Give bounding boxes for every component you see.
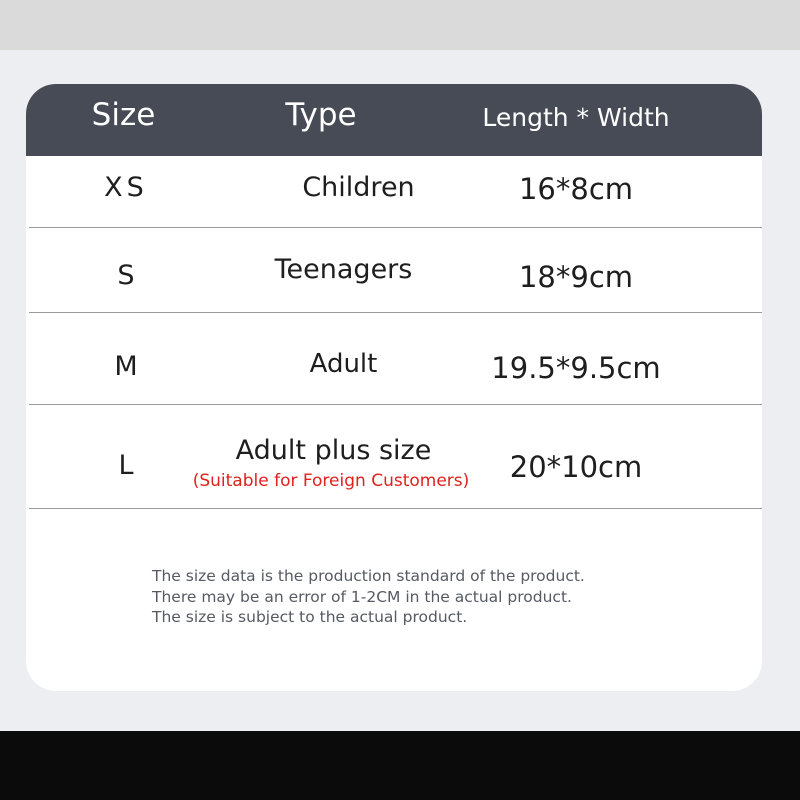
row-note: (Suitable for Foreign Customers) bbox=[192, 471, 470, 491]
table-row bbox=[26, 228, 762, 313]
header-type: Type bbox=[285, 97, 357, 133]
row-size: S bbox=[117, 260, 135, 291]
top-band bbox=[0, 0, 800, 50]
row-type: Adult bbox=[309, 349, 378, 379]
table-row bbox=[26, 313, 762, 405]
header-dimensions: Length * Width bbox=[482, 103, 670, 132]
row-size: L bbox=[118, 450, 134, 481]
row-dimensions: 18*9cm bbox=[518, 260, 634, 294]
note-line: The size data is the production standard of the product. bbox=[152, 567, 585, 585]
table-row bbox=[26, 156, 762, 228]
bottom-band bbox=[0, 731, 800, 800]
row-type: Adult plus size bbox=[235, 435, 432, 466]
row-size: XS bbox=[104, 172, 148, 203]
row-divider bbox=[29, 508, 762, 509]
note-line: There may be an error of 1-2CM in the actual product. bbox=[152, 587, 572, 606]
header-size: Size bbox=[91, 97, 156, 133]
row-dimensions: 20*10cm bbox=[509, 450, 643, 484]
row-dimensions: 19.5*9.5cm bbox=[491, 351, 661, 385]
size-chart-card bbox=[26, 84, 762, 691]
row-dimensions: 16*8cm bbox=[518, 172, 634, 206]
size-notes bbox=[152, 566, 712, 628]
row-type: Children bbox=[302, 172, 415, 203]
row-type: Teenagers bbox=[274, 254, 413, 285]
table-header bbox=[26, 84, 762, 156]
row-size: M bbox=[114, 351, 138, 382]
table-row bbox=[26, 405, 762, 509]
note-line: The size is subject to the actual product. bbox=[152, 608, 468, 626]
